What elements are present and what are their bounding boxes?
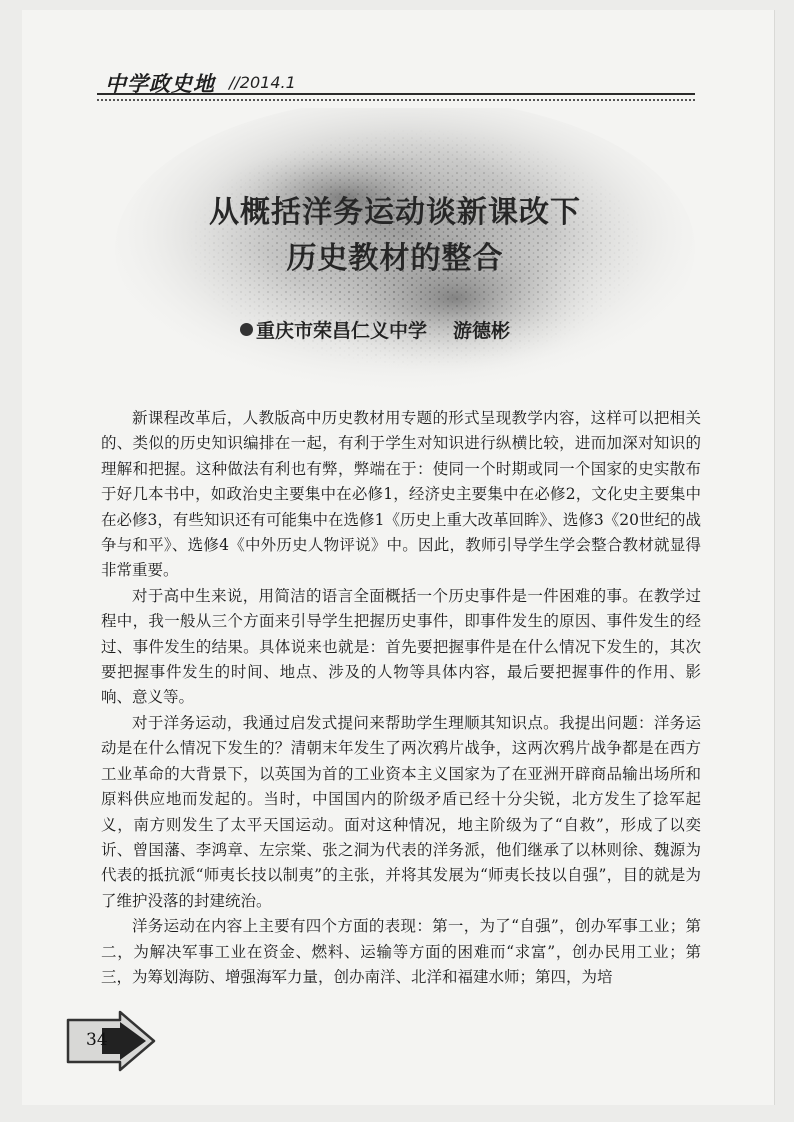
paragraph-2: 对于高中生来说，用简洁的语言全面概括一个历史事件是一件困难的事。在教学过程中，我一般从三个方面来引导学生把握历史事件，即事件发生的原因、事件发生的经过、事件发生的结果。具体说来也就是：首先要把握事件是在什么情况下发生的，其次要把握事件发生的时间、地点、涉及的人物等具体内容，最后要把握事件的作用、影响、意义等。 bbox=[101, 586, 701, 707]
paragraph-1: 新课程改革后，人教版高中历史教材用专题的形式呈现教学内容，这样可以把相关的、类似的历史知识编排在一起，有利于学生对知识进行纵横比较，进而加深对知识的理解和把握。这种做法有利也有弊，弊端在于：使同一个时期或同一个国家的史实散布于好几本书中，如政治史主要集中在必修1，经济史主要集中在必修2，文化史主要集中在必修3，有些知识还有可能集中在选修1《历史上重大改革回眸》、选修3《20世纪的战争与和平》、选修4《中外历史人物评说》中。因此，教师引导学生学会整合教材就显得非常重要。 bbox=[101, 409, 701, 580]
school-name: 重庆市荣昌仁义中学 bbox=[256, 320, 428, 342]
paragraph-3: 对于洋务运动，我通过启发式提问来帮助学生理顺其知识点。我提出问题：洋务运动是在什么情况下发生的？清朝末年发生了两次鸦片战争，这两次鸦片战争都是在西方工业革命的大背景下，以英国为首的工业资本主义国家为了在亚洲开辟商品输出场所和原料供应地而发起的。当时，中国国内的阶级矛盾已经十分尖锐，北方发生了捻军起义，南方则发生了太平天国运动。面对这种情况，地主阶级为了“自救”，形成了以奕䜣、曾国藩、李鸿章、左宗棠、张之洞为代表的洋务派，他们继承了以林则徐、魏源为代表的抵抗派“师夷长技以制夷”的主张，并将其发展为“师夷长技以自强”，目的就是为了维护没落的封建统治。 bbox=[101, 713, 701, 910]
article-title bbox=[95, 190, 695, 282]
running-header bbox=[97, 66, 695, 96]
page-number: 34 bbox=[86, 1030, 108, 1050]
header-dotted-rule bbox=[97, 99, 695, 101]
author-name: 游德彬 bbox=[453, 320, 511, 342]
article-title-line-2: 历史教材的整合 bbox=[286, 241, 504, 276]
arrow-icon bbox=[62, 1010, 158, 1072]
byline bbox=[240, 316, 510, 343]
header-rule bbox=[97, 93, 695, 95]
journal-name: 中学政史地 bbox=[105, 72, 215, 96]
page-number-badge bbox=[62, 1010, 158, 1072]
article-title-line-1: 从概括洋务运动谈新课改下 bbox=[209, 195, 581, 230]
article-body bbox=[101, 406, 701, 990]
paragraph-4: 洋务运动在内容上主要有四个方面的表现：第一，为了“自强”，创办军事工业；第二，为解决军事工业在资金、燃料、运输等方面的困难而“求富”，创办民用工业；第三，为筹划海防、增强海军力量，创办南洋、北洋和福建水师；第四，为培 bbox=[101, 917, 701, 986]
bullet-icon bbox=[240, 323, 253, 336]
journal-issue: //2014.1 bbox=[229, 73, 296, 92]
title-banner bbox=[95, 108, 695, 398]
